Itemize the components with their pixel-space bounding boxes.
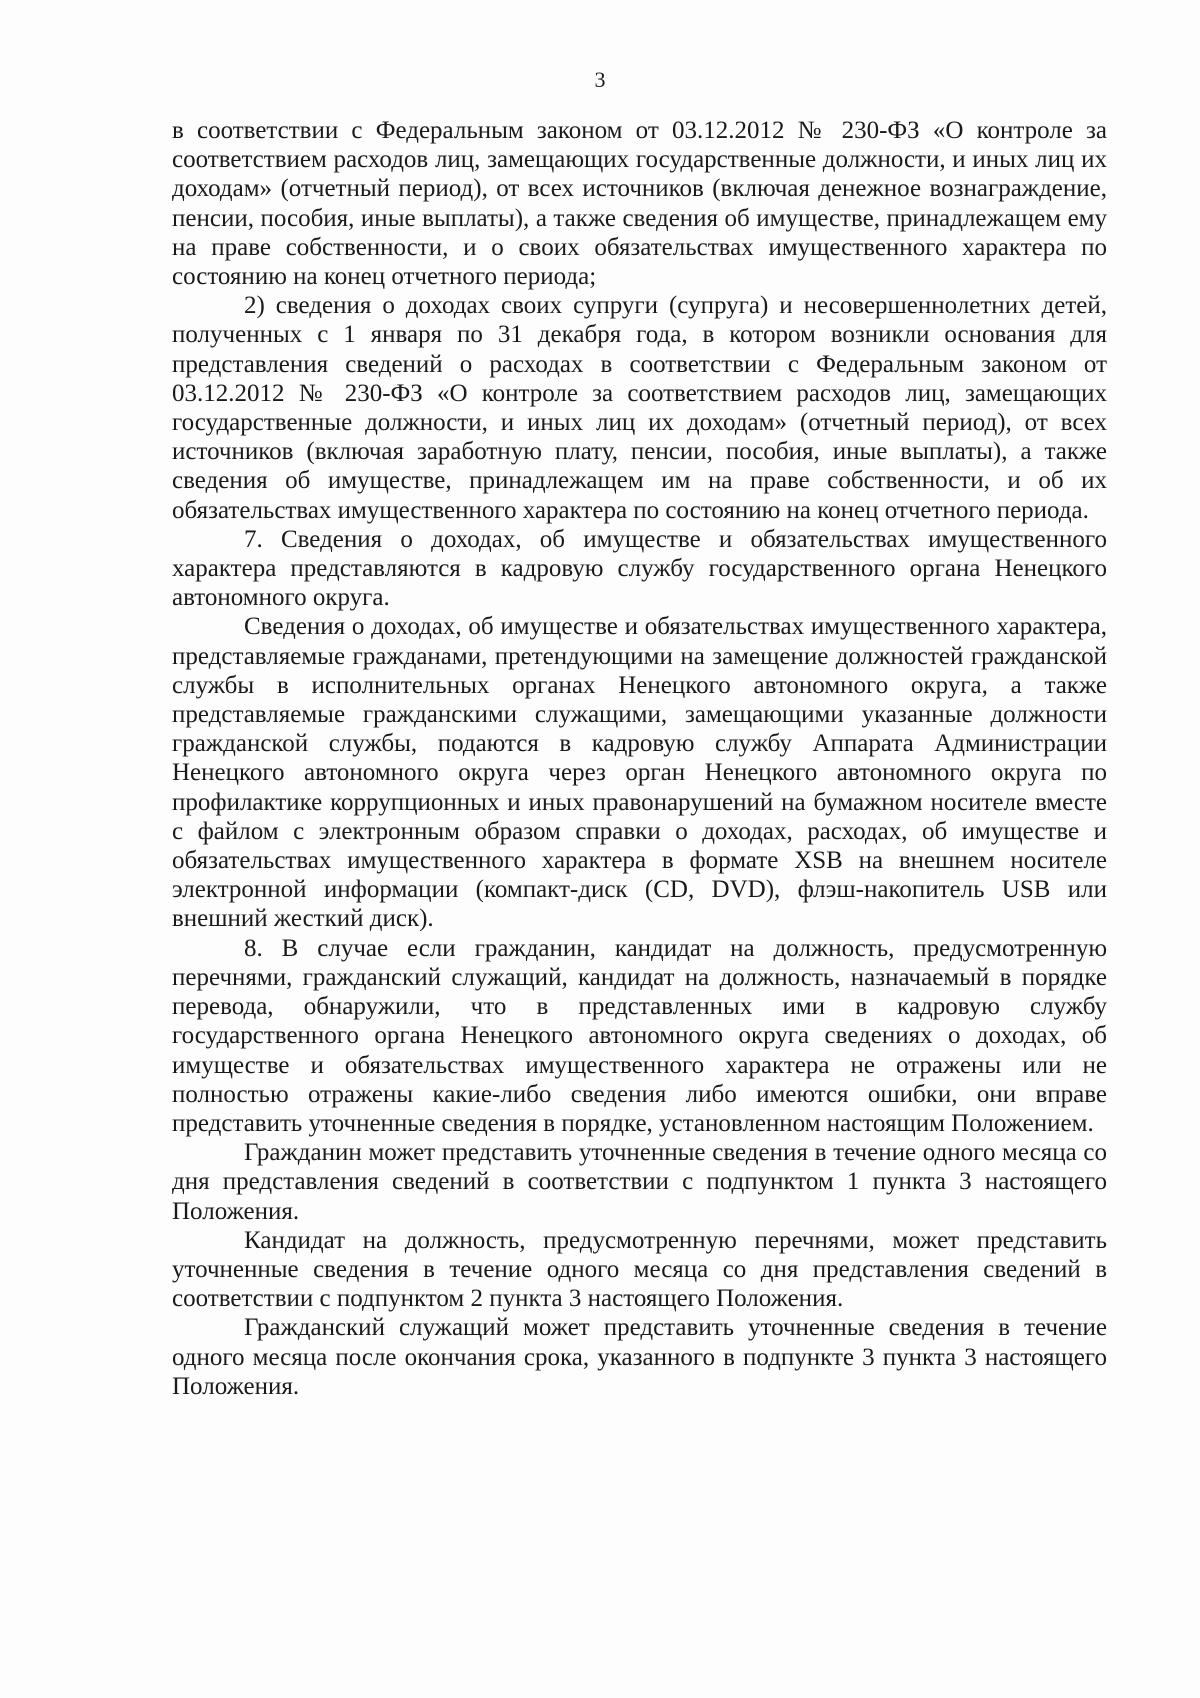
- paragraph-citizen-clarification: Гражданин может представить уточненные сведения в течение одного месяца со дня представления сведений в соответствии с подпунктом 1 пункта 3 настоящего Положения.: [172, 1139, 1107, 1225]
- paragraph-item-8: 8. В случае если гражданин, кандидат на должность, предусмотренную перечнями, гражданский служащий, кандидат на должность, назначаемый в порядке перевода, обнаружили, что в представленных ими в кадровую службу государственного органа Ненецкого автономного округа сведениях о доходах, об имуществе и обязательствах имущественного характера не отражены или не полностью отражены какие-либо сведения либо имеются ошибки, они вправе представить уточненные сведения в порядке, установленном настоящим Положением.: [172, 934, 1107, 1137]
- page-number: 3: [594, 67, 606, 92]
- paragraph-subitem-2: 2) сведения о доходах своих супруги (супруга) и несовершеннолетних детей, полученных с 1 января по 31 декабря года, в котором возникли основания для представления сведений о расходах в соответствии с Федеральным законом от 03.12.2012 № 230-ФЗ «О контроле за соответствием расходов лиц, замещающих государственные должности, и иных лиц их доходам» (отчетный период), от всех источников (включая заработную плату, пенсии, пособия, иные выплаты), а также сведения об имуществе, принадлежащем им на праве собственности, и об их обязательствах имущественного характера по состоянию на конец отчетного периода.: [172, 292, 1107, 524]
- paragraph-submission-procedure: Сведения о доходах, об имуществе и обязательствах имущественного характера, представляемые гражданами, претендующими на замещение должностей гражданской службы в исполнительных органах Ненецкого автономного округа, а также представляемые гражданскими служащими, замещающими указанные должности гражданской службы, подаются в кадровую службу Аппарата Администрации Ненецкого автономного округа через орган Ненецкого автономного округа по профилактике коррупционных и иных правонарушений на бумажном носителе вместе с файлом с электронным образом справки о доходах, расходах, об имуществе и обязательствах имущественного характера в формате XSB на внешнем носителе электронной информации (компакт-диск (CD, DVD), флэш-накопитель USB или внешний жесткий диск).: [172, 613, 1107, 933]
- paragraph-candidate-clarification: Кандидат на должность, предусмотренную перечнями, может представить уточненные сведения в течение одного месяца со дня представления сведений в соответствии с подпунктом 2 пункта 3 настоящего Положения.: [172, 1226, 1107, 1313]
- paragraph-civil-servant-clarification: Гражданский служащий может представить уточненные сведения в течение одного месяца после окончания срока, указанного в подпункте 3 пункта 3 настоящего Положения.: [172, 1314, 1107, 1400]
- paragraph-continuation: в соответствии с Федеральным законом от 03.12.2012 № 230-ФЗ «О контроле за соответствием расходов лиц, замещающих государственные должности, и иных лиц их доходам» (отчетный период), от всех источников (включая денежное вознаграждение, пенсии, пособия, иные выплаты), а также сведения об имуществе, принадлежащем ему на праве собственности, и о своих обязательствах имущественного характера по состоянию на конец отчетного периода;: [172, 117, 1107, 291]
- paragraph-item-7: 7. Сведения о доходах, об имуществе и обязательствах имущественного характера представляются в кадровую службу государственного органа Ненецкого автономного округа.: [172, 525, 1107, 612]
- document-body: [172, 116, 1107, 1401]
